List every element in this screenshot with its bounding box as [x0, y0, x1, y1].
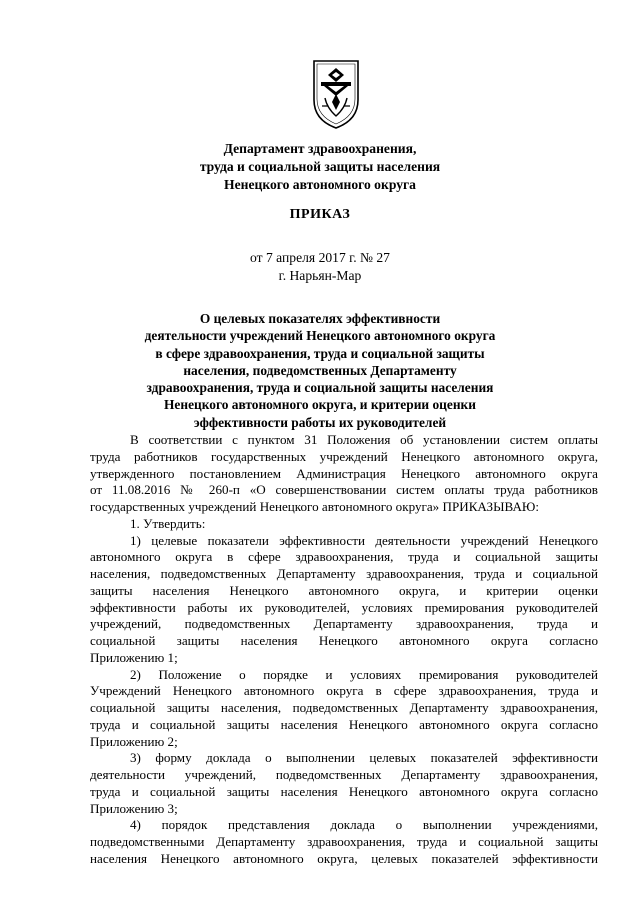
order-date-block: [0, 249, 640, 285]
subject-line: деятельности учреждений Ненецкого автономного округа: [144, 328, 496, 344]
department-line: труда и социальной защиты населения: [199, 159, 441, 174]
item-1: 1. Утвердить:: [130, 515, 206, 531]
subject-line: О целевых показателях эффективности: [199, 311, 441, 326]
order-date-number: от 7 апреля 2017 г. № 27: [250, 250, 390, 265]
subject-line: эффективности работы их руководителей: [193, 414, 447, 430]
coat-of-arms-emblem: [311, 58, 361, 130]
subject-line: Ненецкого автономного округа, и критерии оценки: [164, 397, 476, 413]
subitem-2: 2) Положение о порядке и условиях премирования руководителей Учреждений Ненецкого автономного округа в сфере здравоохранения, труда и социальной защиты населения, подведомственных Департаменту здравоохранения, труда и социальной защиты населения Ненецкого автономного округа согласно Приложению 2;: [90, 666, 598, 749]
subitem-4: 4) порядок представления доклада о выполнении учреждениями, подведомственными Департаменту здравоохранения, труда и социальной защиты населения Ненецкого автономного округа, целевых показателей эффективности: [90, 817, 598, 866]
subitem-1: 1) целевые показатели эффективности деятельности учреждений Ненецкого автономного округа в сфере здравоохранения, труда и социальной защиты населения, подведомственных Департаменту здравоохранения, труда и социальной защиты населения Ненецкого автономного округа, и критерии оценки эффективности работы их руководителей, условиях премирования руководителей учреждений, подведомственных Департаменту здравоохранения, труда и социальной защиты населения Ненецкого автономного округа согласно Приложению 1;: [90, 532, 598, 665]
order-city: г. Нарьян-Мар: [278, 268, 362, 283]
order-title: ПРИКАЗ: [289, 207, 351, 222]
subject-line: здравоохранения, труда и социальной защиты населения: [146, 380, 494, 396]
department-line: Ненецкого автономного округа: [224, 177, 416, 192]
department-name: [0, 140, 640, 194]
order-subject: [0, 310, 640, 431]
department-line: Департамент здравоохранения,: [223, 141, 417, 156]
preamble-paragraph: В соответствии с пунктом 31 Положения об установлении систем оплаты труда работников государственных учреждений Ненецкого автономного округа, утвержденного постановлением Администрация Ненецкого автономного округа от 11.08.2016 № 260-п «О совершенствовании систем оплаты труда работников государственных учреждений Ненецкого автономного округа» ПРИКАЗЫВАЮ:: [90, 432, 598, 514]
subitem-3: 3) форму доклада о выполнении целевых показателей эффективности деятельности учреждений, подведомственных Департаменту здравоохранения, труда и социальной защиты населения Ненецкого автономного округа согласно Приложению 3;: [90, 750, 598, 816]
subject-line: населения, подведомственных Департаменту: [183, 362, 457, 378]
subject-line: в сфере здравоохранения, труда и социальной защиты: [155, 345, 485, 361]
order-body: [90, 432, 598, 902]
